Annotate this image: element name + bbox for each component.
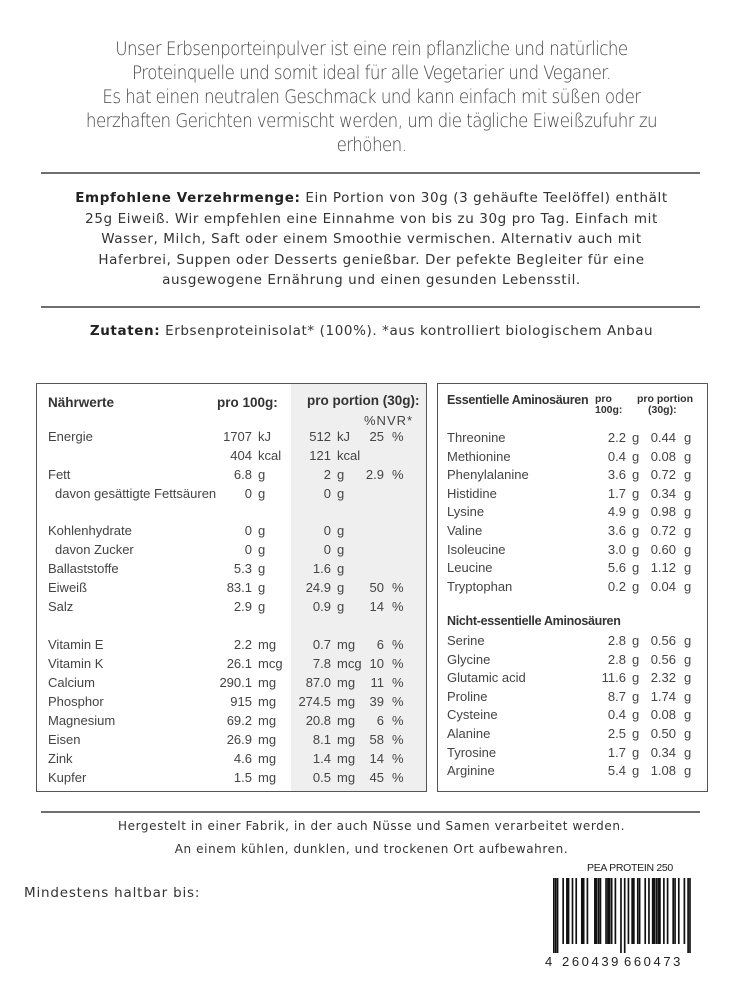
per-100g-value: 0	[244, 523, 252, 538]
amino-acid-name: Lysine	[447, 504, 485, 520]
barcode-bar	[663, 878, 665, 944]
per-100g-unit: g	[632, 523, 640, 538]
per-portion-unit: g	[684, 688, 692, 704]
per-portion-value: 0.08	[650, 707, 676, 723]
per-portion-unit: g	[684, 430, 692, 445]
nutrition-header: Nährwerte	[48, 395, 115, 410]
amino-acid-name: Proline	[447, 688, 488, 704]
barcode-bar	[562, 878, 564, 944]
per-portion-value: 1.4	[312, 751, 331, 766]
per-portion-unit: g	[684, 763, 692, 779]
nvr-percent-sign: %	[392, 580, 404, 595]
amino-acid-name: Histidine	[447, 485, 497, 501]
per-100g-value: 290.1	[219, 675, 252, 690]
nutrient-name: Calcium	[48, 675, 95, 690]
barcode-left-digits: 260439	[562, 954, 621, 969]
per-portion-unit: g	[684, 541, 692, 557]
per-100g-value: 1.7	[607, 744, 626, 760]
per-100g-unit: g	[632, 651, 640, 667]
barcode-bar	[555, 878, 557, 953]
barcode-bar	[611, 878, 613, 944]
usage-text: Wasser, Milch, Saft oder einem Smoothie vermischen. Alternativ auch mit	[101, 231, 642, 247]
best-before-label: Mindestens haltbar bis:	[24, 885, 201, 901]
per-portion-value: 0.7	[312, 637, 331, 652]
per-portion-value: 2	[323, 467, 331, 482]
per-portion-unit: g	[337, 486, 345, 501]
amino-acid-name: Glutamic acid	[447, 670, 526, 686]
barcode-right-digits: 660473	[624, 954, 683, 969]
per-100g-value: 4.9	[607, 504, 626, 520]
per-portion-unit: g	[684, 726, 692, 741]
per-100g-unit: mg	[258, 713, 277, 728]
per-100g-value: 83.1	[226, 580, 252, 595]
per-100g-value: 0	[244, 542, 252, 557]
ingredients-text: Erbsenproteinisolat* (100%). *aus kontrolliert biologischem Anbau	[160, 323, 654, 339]
barcode-bar	[605, 878, 607, 944]
per-100g-unit: g	[258, 580, 266, 595]
per-portion-value: 0.04	[650, 578, 676, 594]
per-portion-value: 0	[323, 542, 331, 557]
barcode-bar	[583, 878, 585, 944]
per-portion-value: 0.72	[650, 467, 676, 483]
barcode-bar	[600, 878, 602, 944]
per-portion-header: pro portion (30g):	[307, 393, 420, 408]
per-portion-value: 8.1	[312, 732, 331, 747]
per-100g-unit: g	[632, 633, 640, 648]
barcode-bar	[628, 878, 630, 944]
per-portion-unit: mg	[337, 770, 356, 785]
usage-text: 25g Eiweiß. Wir empfehlen eine Einnahme von bis zu 30g pro Tag. Einfach mit	[85, 210, 658, 227]
nvr-percent-sign: %	[392, 732, 404, 747]
nutrient-name: Eisen	[48, 732, 81, 747]
per-100g-value: 11.6	[601, 670, 626, 686]
nvr-percent: 45	[369, 770, 384, 785]
barcode-bar	[689, 878, 691, 953]
amino-acid-name: Phenylalanine	[447, 467, 529, 483]
per-100g-value: 2.2	[607, 430, 626, 445]
product-description	[55, 38, 688, 158]
amino-acid-name: Isoleucine	[447, 541, 506, 557]
per-100g-value: 915	[230, 694, 252, 709]
divider	[41, 172, 700, 174]
per-portion-unit: mg	[337, 675, 356, 690]
barcode-bar	[672, 878, 674, 944]
per-portion-unit: g	[684, 448, 692, 464]
per-portion-unit: g	[337, 523, 345, 538]
per-100g-value: 0.2	[607, 578, 626, 594]
per-100g-unit: mg	[258, 675, 277, 690]
nvr-percent: 10	[369, 656, 384, 671]
per-portion-value: 121	[309, 448, 331, 463]
nutrient-name: Energie	[48, 429, 93, 444]
amino-acid-name: Alanine	[447, 726, 491, 741]
barcode	[553, 878, 691, 953]
barcode-bar	[594, 878, 597, 944]
nutrition-table	[36, 383, 427, 792]
per-100g-value: 2.2	[233, 637, 252, 652]
nutrient-name: Vitamin K	[48, 656, 104, 671]
nvr-percent: 11	[370, 675, 384, 690]
nvr-percent: 6	[376, 713, 384, 728]
barcode-bar	[566, 878, 569, 944]
per-portion-value: 2.32	[650, 670, 676, 686]
barcode-bar	[615, 878, 617, 944]
per-100g-unit: kcal	[258, 448, 282, 463]
per-100g-value: 3.6	[607, 523, 626, 538]
description-line: erhöhen.	[336, 135, 407, 156]
per-100g-unit: g	[632, 467, 640, 483]
per-portion-value: 512	[309, 429, 331, 444]
amino-acid-name: Serine	[447, 633, 485, 648]
nutrient-name: Zink	[48, 751, 73, 766]
per-portion-unit: mg	[337, 694, 356, 709]
barcode-bar	[631, 878, 634, 944]
non-essential-header: Nicht-essentielle Aminosäuren	[447, 614, 621, 628]
per-100g-value: 2.5	[607, 726, 626, 741]
per-portion-value: 0	[323, 486, 331, 501]
barcode-bar	[620, 878, 622, 953]
barcode-first-digit: 4	[545, 954, 555, 969]
per-portion-unit: mg	[337, 751, 356, 766]
nutrient-name: Eiweiß	[48, 580, 88, 595]
amino-acid-table	[437, 383, 708, 792]
barcode-bar	[648, 878, 650, 944]
per-100g-value: 2.9	[233, 599, 252, 614]
per-100g-unit: mg	[258, 732, 277, 747]
per-100g-value: 1.7	[607, 485, 626, 501]
per-100g-unit: g	[632, 504, 640, 520]
description-line: Es hat einen neutralen Geschmack und kann einfach mit süßen oder	[102, 87, 641, 108]
barcode-bar	[644, 878, 646, 944]
per-100g-unit: kJ	[258, 429, 271, 444]
per-portion-unit: g	[684, 707, 692, 723]
per-100g-value: 0.4	[607, 448, 626, 464]
per-portion-value: 0.9	[312, 599, 331, 614]
description-line: Proteinquelle und somit ideal für alle Vegetarier und Veganer.	[132, 63, 611, 84]
nutrient-name: Kohlenhydrate	[48, 523, 132, 538]
usage-text: Ein Portion von 30g (3 gehäufte Teelöffel) enthält	[300, 190, 668, 206]
barcode-bar	[657, 878, 660, 944]
per-portion-unit: g	[337, 599, 345, 614]
nvr-percent-sign: %	[392, 770, 404, 785]
recommended-usage	[20, 188, 723, 291]
per-portion-value: 24.9	[305, 580, 331, 595]
ingredients-label: Zutaten:	[89, 323, 161, 339]
nvr-percent-sign: %	[392, 694, 404, 709]
barcode-label: PEA PROTEIN 250	[587, 862, 673, 874]
per-portion-unit: g	[337, 542, 345, 557]
nutrient-name: Ballaststoffe	[48, 561, 119, 576]
per-portion-unit: g	[684, 744, 692, 760]
barcode-bar	[656, 878, 658, 944]
per-100g-value: 0	[244, 486, 252, 501]
ingredients	[20, 323, 723, 339]
barcode-bar	[639, 878, 641, 944]
allergen-notice: Hergestelt in einer Fabrik, in der auch Nüsse und Samen verarbeitet werden.	[118, 819, 625, 833]
essential-header: Essentielle Aminosäuren	[447, 393, 589, 407]
per-100g-value: 5.3	[233, 561, 252, 576]
nvr-percent-sign: %	[392, 675, 404, 690]
per-100g-value: 1707	[223, 429, 252, 444]
barcode-bar	[684, 878, 686, 944]
per-portion-unit: kJ	[337, 429, 350, 444]
nvr-percent: 6	[376, 637, 384, 652]
per-portion-unit: kcal	[337, 448, 361, 463]
barcode-bar	[575, 878, 577, 944]
per-100g-value: 26.9	[226, 732, 252, 747]
per-portion-unit: g	[337, 561, 345, 576]
per-portion-header-line1: pro portion	[637, 393, 693, 405]
per-100g-value: 2.8	[607, 633, 626, 648]
per-100g-unit: g	[632, 670, 640, 686]
per-portion-unit: g	[684, 504, 692, 520]
nutrient-name: Salz	[48, 599, 74, 614]
nvr-percent-sign: %	[392, 637, 404, 652]
per-100g-unit: mg	[258, 751, 277, 766]
divider	[41, 811, 700, 813]
per-100g-unit: mg	[258, 637, 277, 652]
per-100g-value: 2.8	[607, 651, 626, 667]
per-portion-value: 87.0	[305, 675, 331, 690]
barcode-bar	[667, 878, 669, 944]
nutrient-name: Magnesium	[48, 713, 116, 728]
amino-acid-name: Tyrosine	[447, 744, 497, 760]
per-100g-unit: g	[258, 467, 266, 482]
nutrient-name: Vitamin E	[48, 637, 104, 652]
nvr-percent-sign: %	[392, 656, 404, 671]
nvr-percent-sign: %	[392, 429, 404, 444]
nvr-percent: 58	[369, 732, 384, 747]
per-100g-unit: g	[258, 523, 266, 538]
nvr-percent-sign: %	[392, 599, 404, 614]
per-portion-value: 0.44	[650, 430, 676, 445]
per-portion-unit: mg	[337, 637, 356, 652]
description-line: herzhaften Gerichten vermischt werden, um die tägliche Eiweißzufuhr zu	[85, 111, 658, 132]
per-100g-unit: g	[632, 578, 640, 594]
per-100g-value: 6.8	[233, 467, 252, 482]
nutrient-name: Phosphor	[48, 694, 104, 709]
per-100g-header-line1: pro	[595, 393, 612, 405]
usage-text: ausgewogene Ernährung und einen gesunden Lebensstil.	[162, 272, 581, 288]
per-100g-header: pro 100g:	[217, 395, 278, 410]
per-100g-unit: g	[258, 599, 266, 614]
nutrient-name: davon gesättigte Fettsäuren	[55, 486, 217, 501]
per-portion-unit: g	[684, 578, 692, 594]
nutrient-name: Kupfer	[48, 770, 87, 785]
per-portion-value: 1.12	[650, 560, 676, 576]
per-portion-unit: mcg	[337, 656, 362, 671]
per-100g-unit: g	[632, 707, 640, 723]
barcode-bar	[572, 878, 574, 944]
nvr-percent: 50	[369, 580, 384, 595]
nvr-percent-sign: %	[392, 751, 404, 766]
barcode-bar	[637, 878, 639, 944]
per-portion-header-line2: (30g):	[648, 404, 677, 416]
per-100g-unit: g	[632, 430, 640, 445]
nvr-header: %NVR*	[364, 413, 414, 428]
per-portion-value: 0.5	[312, 770, 331, 785]
barcode-bar	[598, 878, 600, 944]
nvr-percent-sign: %	[392, 467, 404, 482]
per-portion-value: 0.56	[650, 633, 676, 648]
per-100g-unit: mg	[258, 694, 277, 709]
per-100g-unit: g	[632, 541, 640, 557]
barcode-bar	[674, 878, 676, 944]
amino-acid-name: Valine	[447, 523, 483, 538]
per-portion-value: 7.8	[312, 656, 331, 671]
nvr-percent: 14	[369, 751, 384, 766]
barcode-bar	[624, 878, 626, 953]
nvr-percent: 25	[369, 429, 384, 444]
nvr-percent-sign: %	[392, 713, 404, 728]
per-portion-value: 1.6	[312, 561, 331, 576]
per-portion-value: 0.98	[650, 504, 676, 520]
per-portion-value: 0.08	[650, 448, 676, 464]
per-100g-header-line2: 100g:	[595, 404, 623, 416]
per-portion-unit: g	[684, 651, 692, 667]
per-100g-value: 1.5	[233, 770, 252, 785]
barcode-bar	[587, 878, 589, 944]
per-100g-value: 5.4	[607, 763, 626, 779]
nutrient-name: davon Zucker	[55, 542, 134, 557]
per-portion-value: 1.74	[650, 688, 676, 704]
barcode-bar	[557, 878, 559, 953]
per-portion-value: 274.5	[298, 694, 331, 709]
per-portion-unit: g	[684, 485, 692, 501]
storage-notice: An einem kühlen, dunklen, und trockenen Ort aufbewahren.	[174, 842, 569, 856]
per-100g-unit: g	[632, 560, 640, 576]
per-100g-value: 3.6	[607, 467, 626, 483]
per-portion-value: 0.34	[650, 485, 676, 501]
per-100g-unit: mcg	[258, 656, 283, 671]
barcode-bar	[553, 878, 555, 953]
nutrient-name: Fett	[48, 467, 71, 482]
per-portion-value: 0.50	[650, 726, 676, 741]
barcode-bar	[607, 878, 610, 944]
per-portion-value: 1.08	[650, 763, 676, 779]
per-100g-value: 404	[230, 448, 252, 463]
per-portion-unit: g	[684, 467, 692, 483]
nvr-percent: 14	[369, 599, 384, 614]
per-100g-unit: g	[632, 485, 640, 501]
divider	[41, 306, 700, 308]
amino-acid-name: Arginine	[447, 763, 495, 779]
per-portion-value: 0.34	[650, 744, 676, 760]
amino-acid-name: Threonine	[447, 430, 506, 445]
per-portion-value: 0.72	[650, 523, 676, 538]
per-100g-unit: g	[258, 561, 266, 576]
per-portion-unit: g	[684, 560, 692, 576]
per-100g-unit: g	[258, 486, 266, 501]
description-line: Unser Erbsenporteinpulver ist eine rein pflanzliche und natürliche	[115, 39, 628, 60]
barcode-bar	[687, 878, 689, 953]
per-100g-unit: g	[632, 688, 640, 704]
per-portion-value: 0.60	[650, 541, 676, 557]
barcode-bar	[678, 878, 680, 944]
amino-acid-name: Cysteine	[447, 707, 498, 723]
per-portion-unit: g	[337, 467, 345, 482]
per-portion-unit: g	[684, 670, 692, 686]
per-100g-value: 3.0	[607, 541, 626, 557]
amino-acid-name: Leucine	[447, 560, 493, 576]
per-100g-value: 26.1	[226, 656, 252, 671]
nvr-percent: 2.9	[365, 467, 384, 482]
amino-acid-name: Tryptophan	[447, 578, 513, 594]
nvr-percent: 39	[369, 694, 384, 709]
per-100g-value: 5.6	[607, 560, 626, 576]
per-portion-unit: mg	[337, 732, 356, 747]
usage-text: Haferbrei, Suppen oder Desserts genießbar. Der pefekte Begleiter für eine	[98, 251, 645, 268]
per-100g-unit: mg	[258, 770, 277, 785]
per-100g-value: 69.2	[226, 713, 252, 728]
usage-label: Empfohlene Verzehrmenge:	[75, 190, 301, 206]
per-portion-value: 20.8	[305, 713, 331, 728]
barcode-bar	[652, 878, 655, 944]
per-100g-unit: g	[632, 726, 640, 741]
amino-acid-name: Methionine	[447, 448, 511, 464]
amino-acid-name: Glycine	[447, 651, 491, 667]
per-100g-value: 0.4	[607, 707, 626, 723]
per-portion-value: 0	[323, 523, 331, 538]
per-portion-unit: g	[337, 580, 345, 595]
per-100g-unit: g	[258, 542, 266, 557]
per-portion-unit: g	[684, 633, 692, 648]
per-100g-unit: g	[632, 744, 640, 760]
per-100g-unit: g	[632, 448, 640, 464]
per-100g-unit: g	[632, 763, 640, 779]
per-portion-value: 0.56	[650, 651, 676, 667]
per-100g-value: 8.7	[607, 688, 626, 704]
per-portion-unit: mg	[337, 713, 356, 728]
per-100g-value: 4.6	[233, 751, 252, 766]
per-portion-unit: g	[684, 523, 692, 538]
